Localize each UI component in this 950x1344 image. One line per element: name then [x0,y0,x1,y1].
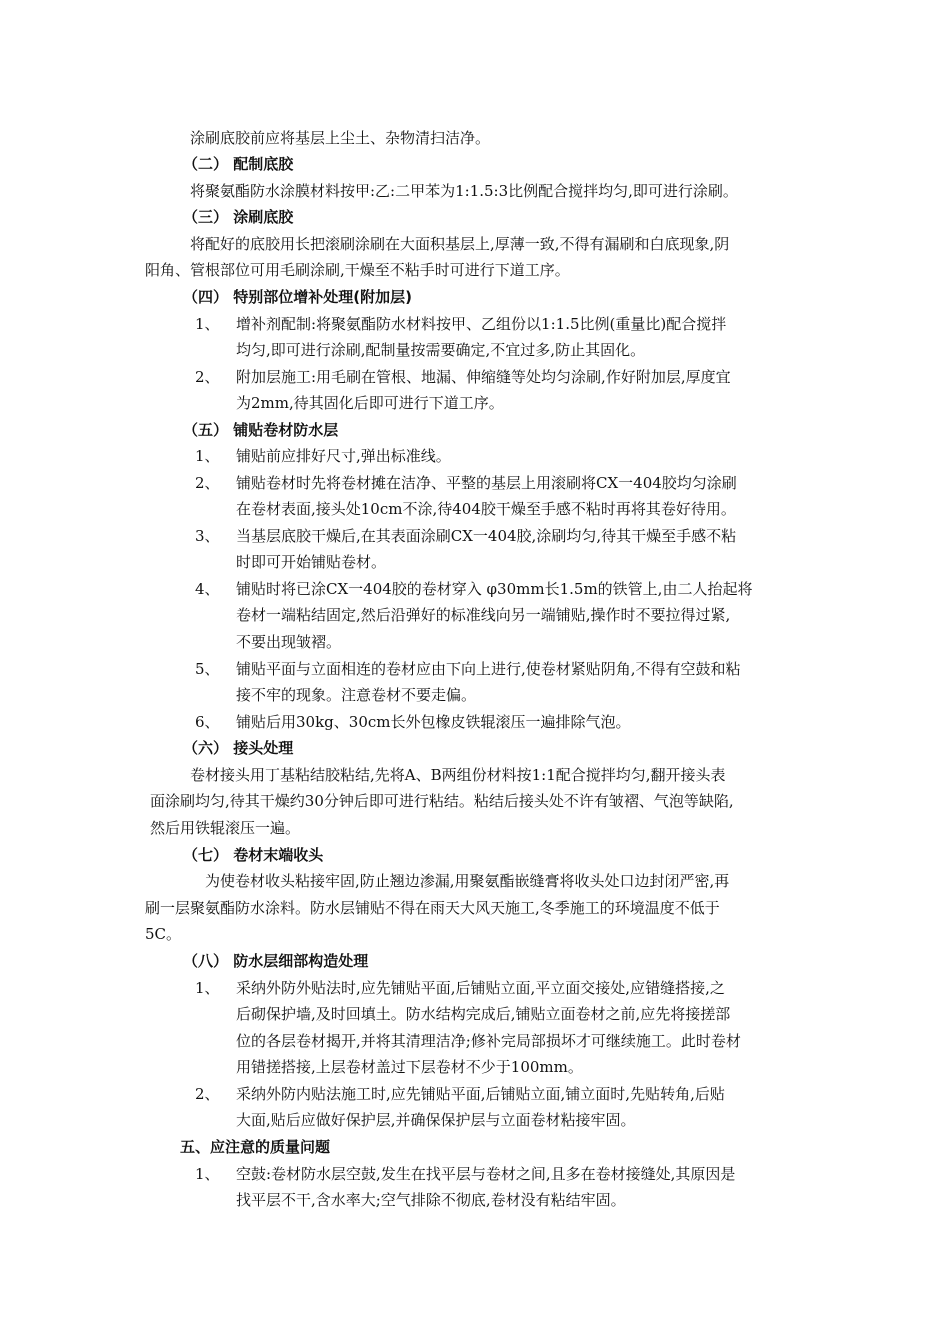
paragraph-line: 为使卷材收头粘接牢固,防止翘边渗漏,用聚氨酯嵌缝膏将收头处口边封闭严密,再 [205,872,730,890]
paragraph-line: 面涂刷均匀,待其干燥约30分钟后即可进行粘结。粘结后接头处不许有皱褶、气泡等缺陷, [150,792,734,810]
list-number: 2、 [195,1085,220,1103]
list-item-text: 均匀,即可进行涂刷,配制量按需要确定,不宜过多,防止其固化。 [236,341,646,359]
list-item-text: 后砌保护墙,及时回填土。防水结构完成后,铺贴立面卷材之前,应先将接搓部 [236,1005,731,1023]
section-heading: （二） 配制底胶 [183,155,294,173]
list-number: 1、 [195,1165,220,1183]
list-item-text: 增补剂配制:将聚氨酯防水材料按甲、乙组份以1:1.5比例(重量比)配合搅拌 [236,315,727,333]
list-item-text: 铺贴时将已涂CX一404胶的卷材穿入 φ30mm长1.5m的铁管上,由二人抬起将 [236,580,753,598]
list-item-text: 当基层底胶干燥后,在其表面涂刷CX一404胶,涂刷均匀,待其干燥至手感不粘 [236,527,737,545]
list-number: 3、 [195,527,220,545]
list-item-text: 铺贴前应排好尺寸,弹出标准线。 [236,447,451,465]
paragraph-line: 然后用铁辊滚压一遍。 [150,819,301,837]
section-heading: （七） 卷材末端收头 [183,846,324,864]
list-item-text: 铺贴平面与立面相连的卷材应由下向上进行,使卷材紧贴阴角,不得有空鼓和粘 [236,660,741,678]
paragraph-line: 卷材接头用丁基粘结胶粘结,先将A、B两组份材料按1:1配合搅拌均匀,翻开接头表 [190,766,726,784]
paragraph-line: 阳角、管根部位可用毛刷涂刷,干燥至不粘手时可进行下道工序。 [145,261,570,279]
list-number: 4、 [195,580,220,598]
paragraph-line: 5C。 [145,925,182,943]
list-number: 5、 [195,660,220,678]
section-heading: （六） 接头处理 [183,739,294,757]
list-item-text: 大面,贴后应做好保护层,并确保保护层与立面卷材粘接牢固。 [236,1111,636,1129]
list-item-text: 位的各层卷材揭开,并将其清理洁净;修补完局部损坏才可继续施工。此时卷材 [236,1032,741,1050]
list-number: 1、 [195,447,220,465]
list-item-text: 铺贴后用30kg、30cm长外包橡皮铁辊滚压一遍排除气泡。 [236,713,631,731]
section-heading: （五） 铺贴卷材防水层 [183,421,339,439]
paragraph-line: 刷一层聚氨酯防水涂料。防水层铺贴不得在雨天大风天施工,冬季施工的环境温度不低于 [145,899,720,917]
list-item-text: 接不牢的现象。注意卷材不要走偏。 [236,686,477,704]
section-heading: （三） 涂刷底胶 [183,208,294,226]
list-number: 2、 [195,474,220,492]
paragraph-line: 将配好的底胶用长把滚刷涂刷在大面积基层上,厚薄一致,不得有漏刷和白底现象,阴 [190,235,730,253]
section-heading: （四） 特别部位增补处理(附加层) [183,288,412,306]
list-number: 2、 [195,368,220,386]
section-heading: （八） 防水层细部构造处理 [183,952,369,970]
chapter-heading: 五、应注意的质量问题 [180,1138,331,1156]
list-item-text: 采纳外防外贴法时,应先铺贴平面,后铺贴立面,平立面交接处,应错缝搭接,之 [236,979,725,997]
list-item-text: 不要出现皱褶。 [236,633,342,651]
list-number: 1、 [195,979,220,997]
list-number: 6、 [195,713,220,731]
list-item-text: 卷材一端粘结固定,然后沿弹好的标准线向另一端铺贴,操作时不要拉得过紧, [236,606,731,624]
list-item-text: 时即可开始铺贴卷材。 [236,553,387,571]
list-item-text: 为2mm,待其固化后即可进行下道工序。 [236,394,504,412]
list-item-text: 附加层施工:用毛刷在管根、地漏、伸缩缝等处均匀涂刷,作好附加层,厚度宜 [236,368,731,386]
list-item-text: 空鼓:卷材防水层空鼓,发生在找平层与卷材之间,且多在卷材接缝处,其原因是 [236,1165,736,1183]
list-number: 1、 [195,315,220,333]
list-item-text: 用错搓搭接,上层卷材盖过下层卷材不少于100mm。 [236,1058,583,1076]
paragraph-line: 涂刷底胶前应将基层上尘土、杂物清扫洁净。 [190,129,491,147]
paragraph-line: 将聚氨酯防水涂膜材料按甲:乙:二甲苯为1:1.5:3比例配合搅拌均匀,即可进行涂刷。 [190,182,738,200]
list-item-text: 在卷材表面,接头处10cm不涂,待404胶干燥至手感不粘时再将其卷好待用。 [236,500,736,518]
list-item-text: 找平层不干,含水率大;空气排除不彻底,卷材没有粘结牢固。 [236,1191,626,1209]
list-item-text: 采纳外防内贴法施工时,应先铺贴平面,后铺贴立面,铺立面时,先贴转角,后贴 [236,1085,725,1103]
list-item-text: 铺贴卷材时先将卷材摊在洁净、平整的基层上用滚刷将CX一404胶均匀涂刷 [236,474,737,492]
